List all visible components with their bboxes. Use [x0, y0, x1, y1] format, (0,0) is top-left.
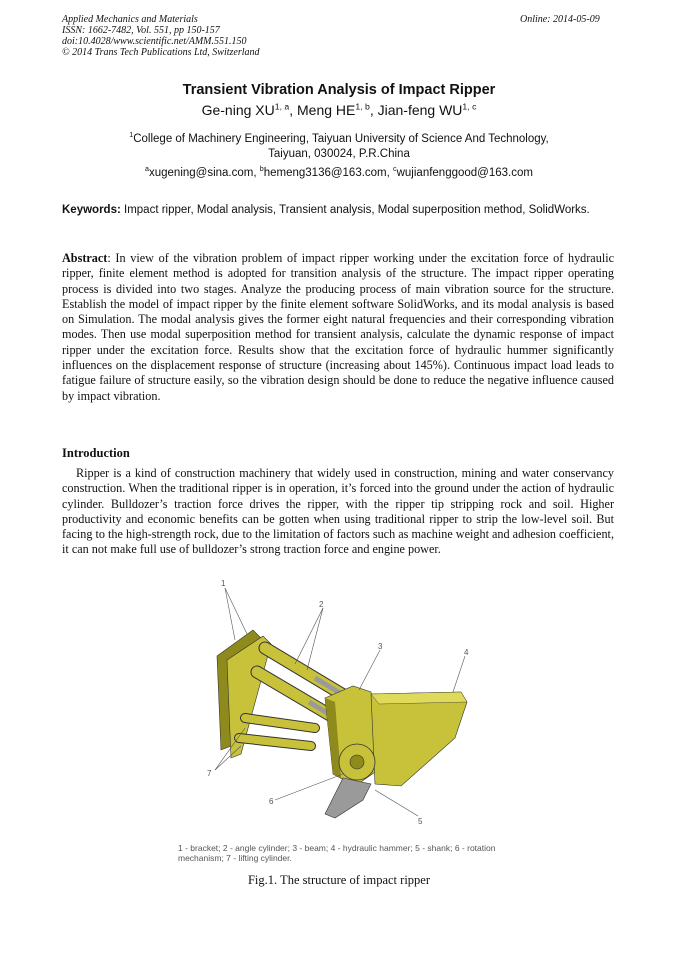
author-name: Jian-feng WU [377, 102, 463, 118]
doi-line: doi:10.4028/www.scientific.net/AMM.551.150 [62, 36, 247, 47]
author-sup: 1, c [462, 101, 477, 112]
email-sup: a [145, 165, 149, 174]
abstract-text: : In view of the vibration problem of impact ripper working under the excitation force of hydraulic ripper, finite element method is adopted for transition analysis of the structure. The impact ripper operating process is divided into two stages. Analyze the producing process of main vibration source for the structure. Establish the model of impact ripper by the finite element software SolidWorks, and its modal analysis is based on Simulation. The modal analysis gives the former eight natural frequencies and their corresponding vibration modes. Then use modal superposition method for transient analysis, calculate the dynamic response of impact ripper under the excitation force. Results show that the excitation force of hydraulic hummer significantly influences on the displacement response of structure (increasing about 145%). Continuous impact load leads to fatigue failure of structure easily, so the vibration design should be done to reduce the negative influence caused by impact vibration. [62, 251, 614, 403]
introduction-heading: Introduction [62, 446, 130, 460]
paper-title: Transient Vibration Analysis of Impact Ripper [182, 82, 496, 98]
abstract [62, 251, 614, 404]
author-list: Ge-ning XU$^{1, a}$, Meng HE$^{1, b}$, Jian-feng WU$^{1, c}$ [201, 101, 477, 118]
figure-label: 2 [319, 600, 324, 609]
rotation-hub [350, 755, 364, 769]
figure-label: 3 [378, 642, 383, 651]
abstract-label: Abstract [62, 251, 108, 265]
affiliation-line2: Taiyuan, 030024, P.R.China [268, 148, 410, 160]
figure-label: 6 [269, 797, 274, 806]
figure-legend: 1 - bracket; 2 - angle cylinder; 3 - beam; 4 - hydraulic hammer; 5 - shank; 6 - rotation mechanism; 7 - lifting cylinder. [178, 843, 496, 863]
hydraulic-hammer [371, 692, 467, 786]
keywords-label: Keywords: [62, 204, 121, 216]
author-sup: 1, a [274, 101, 290, 112]
author-name: Ge-ning XU [201, 102, 275, 118]
figure-label: 4 [464, 648, 469, 657]
keywords [62, 203, 614, 217]
introduction-text: Ripper is a kind of construction machinery that widely used in construction, mining and water conservancy construction. When the traditional ripper is in operation, it’s forced into the ground under the action of hydraulic cylinder. Bulldozer’s traction force drives the ripper, with the ripper tip stripping rock and soil. Higher productivity and economic benefits can be gotten when using traditional ripper to strip the low-level soil. But facing to the high-strength rock, due to the limitation of factors such as machine weight and adhesion coefficient, it can not make full use of bulldozer’s strong traction force and engine power. [62, 466, 614, 557]
email-sup: b [259, 165, 264, 174]
copyright-line: © 2014 Trans Tech Publications Ltd, Switzerland [62, 47, 260, 58]
email-link[interactable]: wujianfenggood@163.com [396, 167, 533, 179]
lifting-cylinders [239, 718, 315, 746]
affiliation-sup: 1 [129, 131, 134, 140]
affiliation [0, 132, 678, 162]
affiliation-line1: College of Machinery Engineering, Taiyuan University of Science And Technology, [133, 133, 549, 145]
email-link[interactable]: hemeng3136@163.com [263, 167, 387, 179]
figure-caption: Fig.1. The structure of impact ripper [247, 873, 430, 887]
impact-ripper-figure [175, 578, 505, 840]
author-sup: 1, b [355, 101, 370, 112]
shank [325, 778, 371, 818]
figure-label: 1 [221, 579, 226, 588]
email-link[interactable]: xugening@sina.com [148, 167, 254, 179]
online-date: Online: 2014-05-09 [520, 14, 600, 25]
keywords-text: Impact ripper, Modal analysis, Transient analysis, Modal superposition method, SolidWorks. [124, 204, 590, 216]
journal-header [62, 14, 260, 58]
email-sup: c [393, 165, 397, 174]
issn-line: ISSN: 1662-7482, Vol. 551, pp 150-157 [62, 25, 220, 36]
journal-name: Applied Mechanics and Materials [62, 14, 198, 25]
figure-label: 5 [418, 817, 423, 826]
figure-label: 7 [207, 769, 212, 778]
author-name: Meng HE [297, 102, 356, 118]
hammer-top [371, 692, 467, 704]
email-list: $^a$xugening@sina.com, $^b$hemeng3136@163.com, $^c$wujianfenggood@163.com [145, 165, 533, 179]
